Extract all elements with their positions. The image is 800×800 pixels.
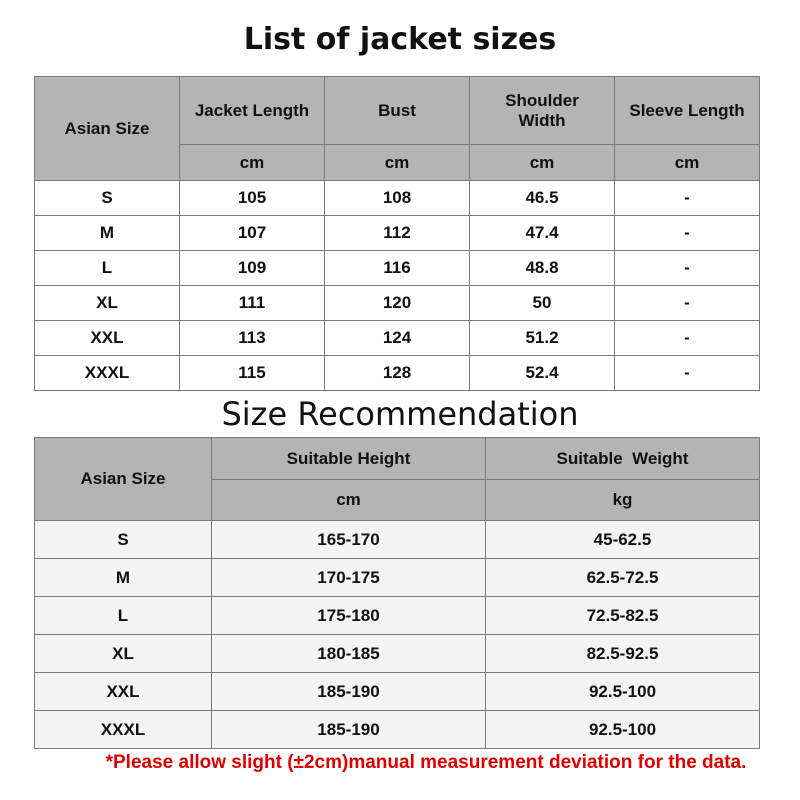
table-cell: 108 bbox=[325, 181, 470, 216]
table-cell: 92.5-100 bbox=[486, 673, 760, 711]
unit-cell: cm bbox=[212, 480, 486, 521]
table-cell: 128 bbox=[325, 356, 470, 391]
measurement-deviation-note: *Please allow slight (±2cm)manual measurement deviation for the data. bbox=[105, 752, 747, 773]
column-header: Suitable Height bbox=[212, 438, 486, 480]
table-cell: 50 bbox=[470, 286, 615, 321]
column-header: Bust bbox=[325, 77, 470, 145]
table-cell: 62.5-72.5 bbox=[486, 559, 760, 597]
unit-cell: kg bbox=[486, 480, 760, 521]
table-cell: 107 bbox=[180, 216, 325, 251]
table-header-row bbox=[35, 438, 760, 480]
table-cell: - bbox=[615, 356, 760, 391]
asian-size-header: Asian Size bbox=[35, 438, 212, 521]
table-row bbox=[35, 635, 760, 673]
table-row bbox=[35, 521, 760, 559]
table-row bbox=[35, 286, 760, 321]
table-cell: 72.5-82.5 bbox=[486, 597, 760, 635]
column-header bbox=[470, 77, 615, 145]
table-cell: - bbox=[615, 216, 760, 251]
jacket-size-table bbox=[34, 76, 760, 391]
size-cell: XL bbox=[35, 635, 212, 673]
table-cell: 115 bbox=[180, 356, 325, 391]
size-recommendation-title: Size Recommendation bbox=[221, 395, 579, 433]
table-row bbox=[35, 597, 760, 635]
table-cell: 124 bbox=[325, 321, 470, 356]
table-cell: 92.5-100 bbox=[486, 711, 760, 749]
table-cell: 46.5 bbox=[470, 181, 615, 216]
size-cell: XXL bbox=[35, 321, 180, 356]
table-cell: - bbox=[615, 321, 760, 356]
table-cell: 165-170 bbox=[212, 521, 486, 559]
table-row bbox=[35, 711, 760, 749]
column-header: Sleeve Length bbox=[615, 77, 760, 145]
table-cell: 52.4 bbox=[470, 356, 615, 391]
table-cell: 48.8 bbox=[470, 251, 615, 286]
size-cell: L bbox=[35, 597, 212, 635]
table-cell: - bbox=[615, 181, 760, 216]
size-cell: XXXL bbox=[35, 356, 180, 391]
unit-cell: cm bbox=[180, 145, 325, 181]
table-cell: 116 bbox=[325, 251, 470, 286]
table-cell: 105 bbox=[180, 181, 325, 216]
table-cell: 185-190 bbox=[212, 673, 486, 711]
table-row bbox=[35, 356, 760, 391]
table-row bbox=[35, 251, 760, 286]
unit-cell: cm bbox=[325, 145, 470, 181]
table-header-row bbox=[35, 77, 760, 145]
size-cell: XL bbox=[35, 286, 180, 321]
table-cell: 51.2 bbox=[470, 321, 615, 356]
column-header: Jacket Length bbox=[180, 77, 325, 145]
table-cell: 180-185 bbox=[212, 635, 486, 673]
size-cell: XXXL bbox=[35, 711, 212, 749]
size-cell: L bbox=[35, 251, 180, 286]
size-cell: XXL bbox=[35, 673, 212, 711]
size-cell: M bbox=[35, 216, 180, 251]
table-row bbox=[35, 321, 760, 356]
jacket-sizes-title: List of jacket sizes bbox=[243, 22, 557, 57]
unit-cell: cm bbox=[615, 145, 760, 181]
table-cell: 109 bbox=[180, 251, 325, 286]
size-cell: S bbox=[35, 181, 180, 216]
table-cell: 170-175 bbox=[212, 559, 486, 597]
table-cell: 111 bbox=[180, 286, 325, 321]
column-header: Suitable Weight bbox=[486, 438, 760, 480]
table-cell: - bbox=[615, 251, 760, 286]
table-cell: 112 bbox=[325, 216, 470, 251]
size-cell: S bbox=[35, 521, 212, 559]
table-row bbox=[35, 559, 760, 597]
table-row bbox=[35, 673, 760, 711]
table-cell: 113 bbox=[180, 321, 325, 356]
table-row bbox=[35, 181, 760, 216]
table-cell: 47.4 bbox=[470, 216, 615, 251]
table-cell: 175-180 bbox=[212, 597, 486, 635]
asian-size-header: Asian Size bbox=[35, 77, 180, 181]
table-cell: 185-190 bbox=[212, 711, 486, 749]
size-cell: M bbox=[35, 559, 212, 597]
table-cell: 45-62.5 bbox=[486, 521, 760, 559]
table-cell: - bbox=[615, 286, 760, 321]
column-header-label: Shoulder Width bbox=[505, 90, 579, 130]
table-cell: 82.5-92.5 bbox=[486, 635, 760, 673]
table-row bbox=[35, 216, 760, 251]
table-cell: 120 bbox=[325, 286, 470, 321]
size-recommendation-table bbox=[34, 437, 760, 749]
unit-cell: cm bbox=[470, 145, 615, 181]
